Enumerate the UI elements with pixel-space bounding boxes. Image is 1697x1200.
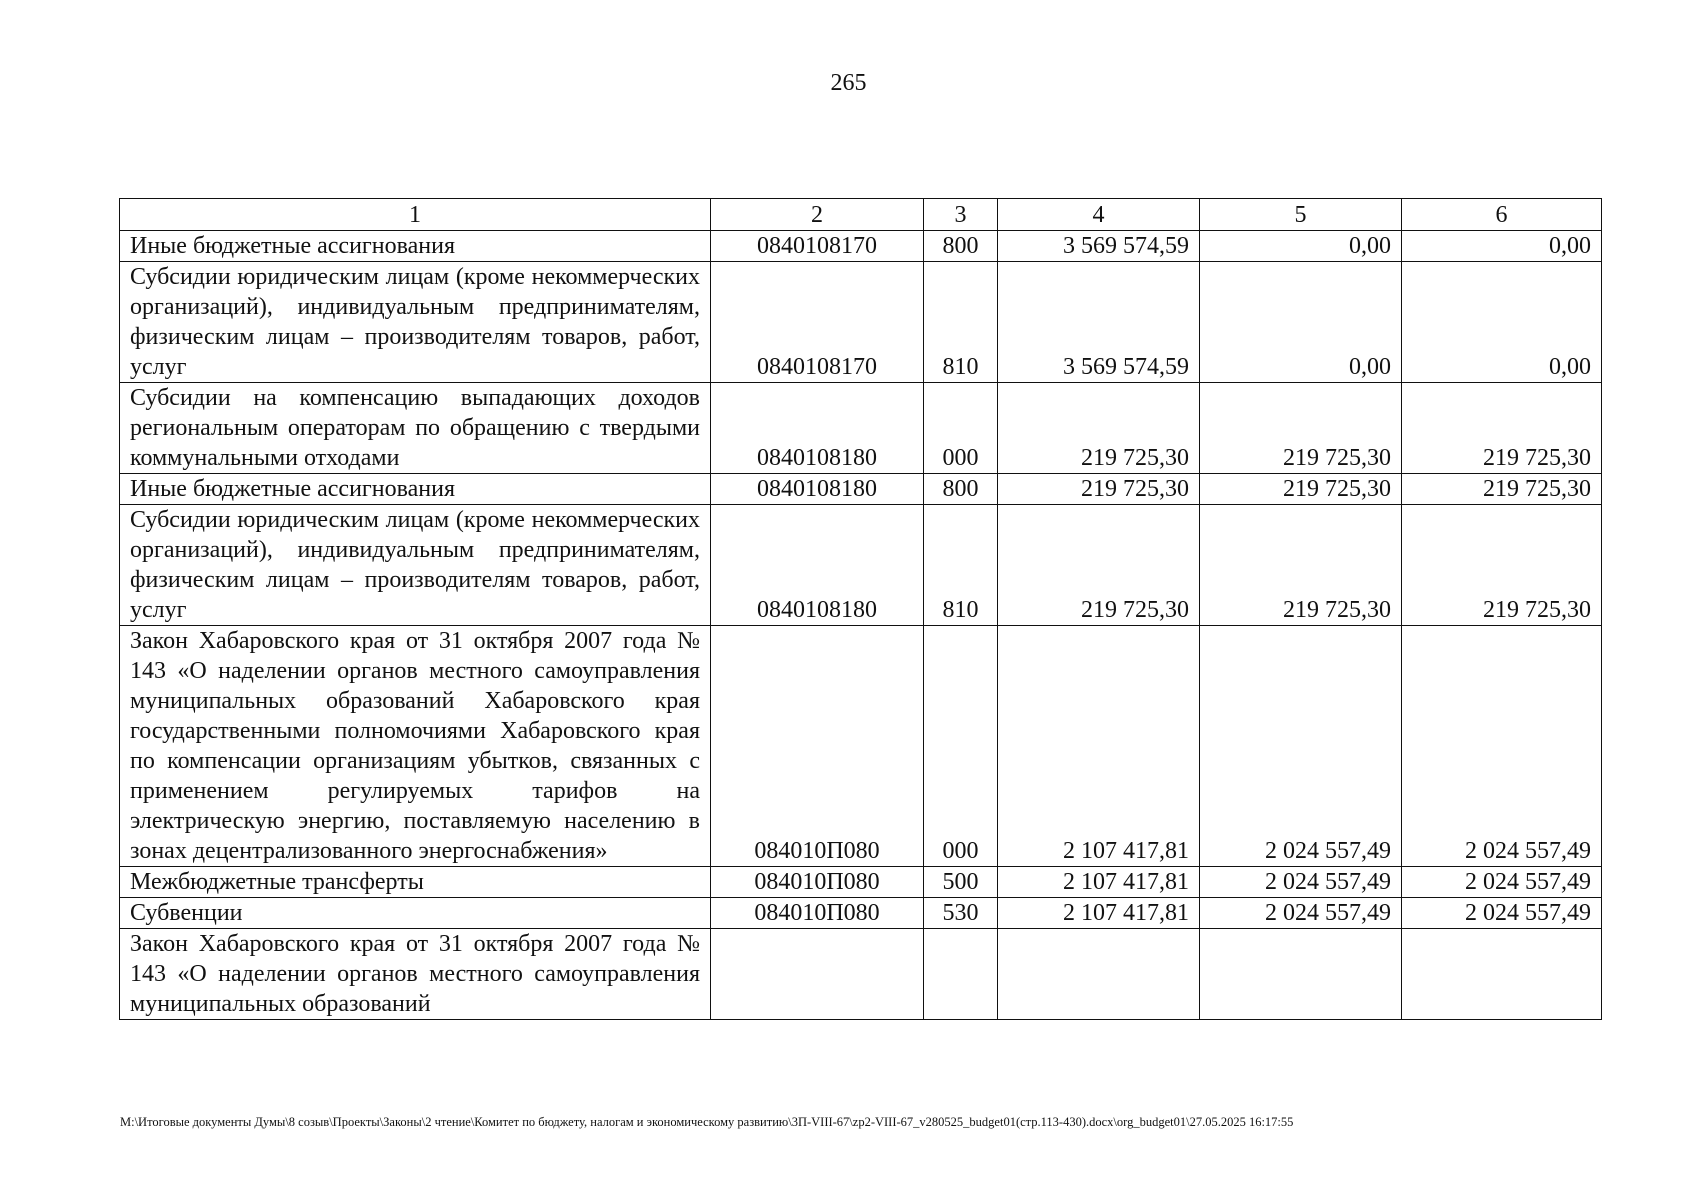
row-name: Межбюджетные трансферты: [120, 867, 711, 898]
table-row: [120, 929, 1602, 1020]
row-name: Иные бюджетные ассигнования: [120, 231, 711, 262]
column-number: 6: [1402, 199, 1602, 231]
target-code: 0840108180: [711, 505, 924, 626]
table-row: [120, 505, 1602, 626]
amount: 0,00: [1402, 262, 1602, 383]
target-code: 0840108180: [711, 474, 924, 505]
row-name: Закон Хабаровского края от 31 октября 2007 года № 143 «О наделении органов местного самоуправления муниципальных образований Хабаровского края государственными полномочиями Хабаровского края по компенсации организациям убытков, связанных с применением регулируемых тарифов на электрическую энергию, поставляемую населению в зонах децентрализованного энергоснабжения»: [120, 626, 711, 867]
amount: [998, 929, 1200, 1020]
table-row: [120, 231, 1602, 262]
target-code: 0840108170: [711, 262, 924, 383]
amount: 2 107 417,81: [998, 626, 1200, 867]
row-name: Субсидии юридическим лицам (кроме некоммерческих организаций), индивидуальным предпринимателям, физическим лицам – производителям товаров, работ, услуг: [120, 262, 711, 383]
target-code: 084010П080: [711, 626, 924, 867]
amount: 219 725,30: [1200, 383, 1402, 474]
amount: 219 725,30: [1402, 383, 1602, 474]
amount: 2 107 417,81: [998, 898, 1200, 929]
expense-type: 000: [924, 383, 998, 474]
expense-type: 800: [924, 474, 998, 505]
table-row: [120, 474, 1602, 505]
column-number-row: [120, 199, 1602, 231]
amount: 3 569 574,59: [998, 231, 1200, 262]
amount: 219 725,30: [1200, 474, 1402, 505]
row-name: Иные бюджетные ассигнования: [120, 474, 711, 505]
expense-type: 530: [924, 898, 998, 929]
expense-type: 000: [924, 626, 998, 867]
table-row: [120, 898, 1602, 929]
amount: 219 725,30: [998, 383, 1200, 474]
amount: 219 725,30: [1402, 505, 1602, 626]
table-row: [120, 262, 1602, 383]
amount: 2 024 557,49: [1200, 867, 1402, 898]
expense-type: 800: [924, 231, 998, 262]
column-number: 1: [120, 199, 711, 231]
amount: 2 024 557,49: [1200, 898, 1402, 929]
target-code: 084010П080: [711, 898, 924, 929]
amount: 219 725,30: [1402, 474, 1602, 505]
target-code: 0840108170: [711, 231, 924, 262]
table-row: [120, 626, 1602, 867]
amount: 2 024 557,49: [1402, 898, 1602, 929]
page-number: 265: [830, 70, 867, 96]
row-name: Субсидии на компенсацию выпадающих доходов региональным операторам по обращению с твердыми коммунальными отходами: [120, 383, 711, 474]
amount: [1402, 929, 1602, 1020]
row-name: Субсидии юридическим лицам (кроме некоммерческих организаций), индивидуальным предпринимателям, физическим лицам – производителям товаров, работ, услуг: [120, 505, 711, 626]
amount: 0,00: [1402, 231, 1602, 262]
amount: 2 107 417,81: [998, 867, 1200, 898]
amount: 0,00: [1200, 231, 1402, 262]
expense-type: 500: [924, 867, 998, 898]
expense-type: 810: [924, 262, 998, 383]
amount: 219 725,30: [998, 474, 1200, 505]
table-row: [120, 867, 1602, 898]
expense-type: 810: [924, 505, 998, 626]
amount: 0,00: [1200, 262, 1402, 383]
amount: 2 024 557,49: [1402, 867, 1602, 898]
expense-type: [924, 929, 998, 1020]
budget-table: [119, 198, 1602, 1020]
row-name: Закон Хабаровского края от 31 октября 2007 года № 143 «О наделении органов местного самоуправления муниципальных образований: [120, 929, 711, 1020]
amount: [1200, 929, 1402, 1020]
amount: 2 024 557,49: [1200, 626, 1402, 867]
amount: 219 725,30: [1200, 505, 1402, 626]
row-name: Субвенции: [120, 898, 711, 929]
target-code: 0840108180: [711, 383, 924, 474]
file-path-footer: M:\Итоговые документы Думы\8 созыв\Проекты\Законы\2 чтение\Комитет по бюджету, налогам и экономическому развитию\3П-VIII-67\zp2-VIII-67_v280525_budget01(стр.113-430).docx\org_budget01\27.05.2025 16:17:55: [120, 1115, 1294, 1129]
table-row: [120, 383, 1602, 474]
target-code: [711, 929, 924, 1020]
amount: 3 569 574,59: [998, 262, 1200, 383]
amount: 2 024 557,49: [1402, 626, 1602, 867]
column-number: 5: [1200, 199, 1402, 231]
amount: 219 725,30: [998, 505, 1200, 626]
column-number: 2: [711, 199, 924, 231]
target-code: 084010П080: [711, 867, 924, 898]
column-number: 4: [998, 199, 1200, 231]
column-number: 3: [924, 199, 998, 231]
